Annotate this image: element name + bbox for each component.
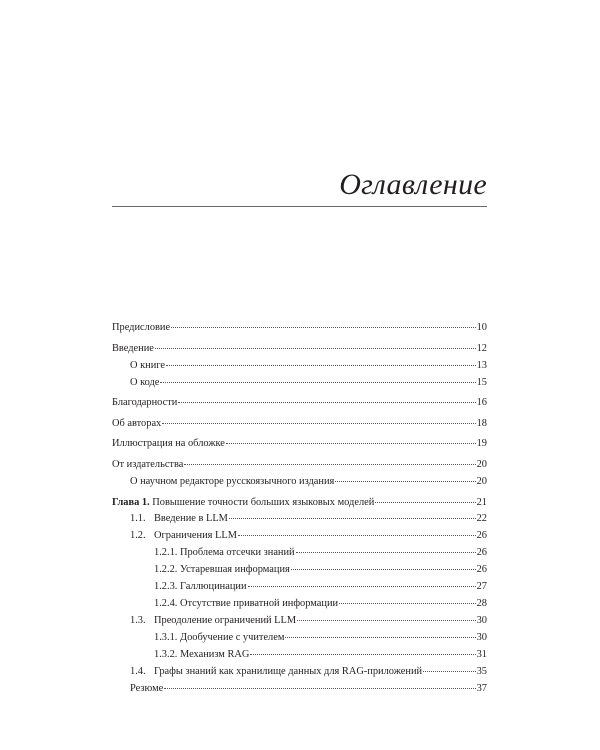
toc-chapter-entry: Глава 1. Повышение точности больших языковых моделей 21 (112, 497, 487, 508)
toc-section-entry: 1.1. Введение в LLM 22 (130, 513, 487, 524)
toc-entry: О коде 15 (130, 377, 487, 388)
toc-section-entry: 1.4. Графы знаний как хранилище данных для RAG-приложений 35 (130, 666, 487, 677)
dot-leader (171, 326, 476, 328)
dot-leader (285, 636, 475, 638)
toc-entry: Предисловие 10 (112, 322, 487, 333)
dot-leader (238, 534, 476, 536)
dot-leader (296, 551, 476, 553)
dot-leader (229, 517, 476, 519)
dot-leader (160, 381, 475, 383)
toc-subsection-entry: 1.2.3. Галлюцинации 27 (154, 581, 487, 592)
toc-entry: Благодарности 16 (112, 397, 487, 408)
dot-leader (297, 619, 475, 621)
dot-leader (162, 422, 475, 424)
toc-subsection-entry: 1.3.2. Механизм RAG 31 (154, 649, 487, 660)
dot-leader (248, 585, 476, 587)
toc-section-entry: 1.3. Преодоление ограничений LLM 30 (130, 615, 487, 626)
toc-entry: О книге 13 (130, 360, 487, 371)
dot-leader (226, 442, 476, 444)
dot-leader (291, 568, 476, 570)
dot-leader (339, 602, 476, 604)
dot-leader (164, 687, 475, 689)
dot-leader (250, 653, 475, 655)
dot-leader (335, 480, 475, 482)
toc-subsection-entry: 1.2.1. Проблема отсечки знаний 26 (154, 547, 487, 558)
toc-subsection-entry: 1.3.1. Дообучение с учителем 30 (154, 632, 487, 643)
chapter-title: Повышение точности больших языковых моделей (152, 497, 375, 508)
toc-entry: Иллюстрация на обложке 19 (112, 438, 487, 449)
toc-title: Оглавление (339, 168, 487, 201)
chapter-number: Глава 1. (112, 497, 150, 508)
toc-entry: От издательства 20 (112, 459, 487, 470)
title-rule (112, 206, 487, 207)
dot-leader (166, 364, 476, 366)
toc-subsection-entry: 1.2.4. Отсутствие приватной информации 28 (154, 598, 487, 609)
toc-entry: Об авторах 18 (112, 418, 487, 429)
dot-leader (375, 501, 475, 503)
dot-leader (184, 463, 475, 465)
toc-section-entry: Резюме 37 (130, 683, 487, 694)
dot-leader (155, 347, 476, 349)
dot-leader (178, 401, 475, 403)
toc-section-entry: 1.2. Ограничения LLM 26 (130, 530, 487, 541)
toc-entry: Введение 12 (112, 343, 487, 354)
toc-entry: О научном редакторе русскоязычного издания 20 (130, 476, 487, 487)
dot-leader (423, 670, 476, 672)
toc-subsection-entry: 1.2.2. Устаревшая информация 26 (154, 564, 487, 575)
